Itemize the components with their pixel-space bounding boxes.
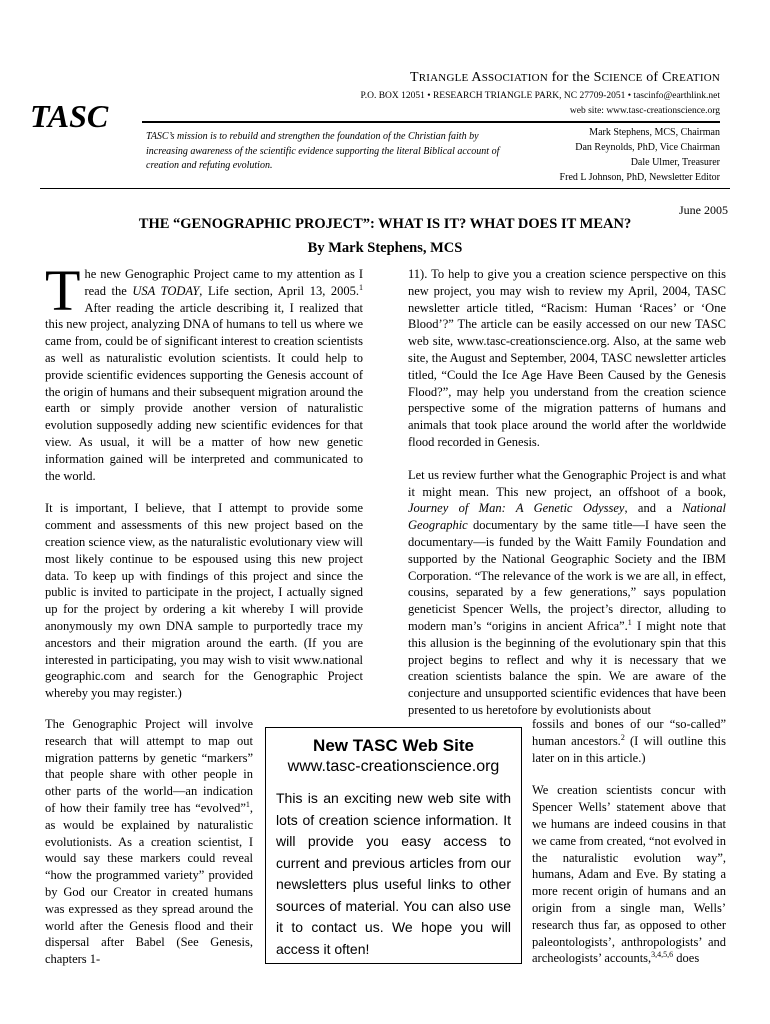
officer-vice-chairman: Dan Reynolds, PhD, Vice Chairman bbox=[575, 142, 720, 153]
issue-date: June 2005 bbox=[679, 203, 728, 217]
officer-treasurer: Dale Ulmer, Treasurer bbox=[630, 157, 720, 168]
org-name: TRIANGLE ASSOCIATION for the SCIENCE of CREATION bbox=[410, 70, 720, 85]
paragraph-5-cont: fossils and bones of our “so-called” human ancestors.$^2$ (I will outline this later on in this article.) bbox=[532, 717, 726, 765]
left-column bbox=[45, 258, 364, 718]
paragraph-6: We creation scientists concur with Spencer Wells’ statement above that we humans are indeed cousins in that we came from created, “not evolved in the naturalistic evolution way”, humans, Adam and Eve. By stating a more recent origin of humans and an origin from a single man, Wells’ research thus far, as opposed to other paleontologists’, anthropologists’ and archeologists’ accounts,$^{3,4,5,6}$ does bbox=[532, 783, 727, 966]
officer-chairman: Mark Stephens, MCS, Chairman bbox=[589, 127, 720, 138]
officer-editor: Fred L Johnson, PhD, Newsletter Editor bbox=[559, 172, 720, 183]
paragraph-1: The new Genographic Project came to my attention as I read the USA TODAY, Life section, April 13, 2005.$^1$ After reading the article describing it, I realized that this new project, analyzing DNA of humans to tell us where we came from, could be of significant interest to creation scientists as well as naturalistic evolution scientists. It could help to provide scientific evidences supporting the Genesis account of the origin of humans and their subsequent migration around the earth or simply provide another version of naturalistic evolution supposedly adding new scientific evidences for that view. As usual, it will be a matter of how new genetic information gained will be interpreted and communicated to the world. bbox=[45, 258, 364, 483]
mission-statement: TASC’s mission is to rebuild and strengthen the foundation of the Christian faith by increasing awareness of the scientific evidence supporting the literal Biblical account of creation and refuting evolution. bbox=[146, 131, 500, 171]
org-website: web site: www.tasc-creationscience.org bbox=[569, 106, 720, 116]
paragraph-2: It is important, I believe, that I attempt to provide some comment and assessments of this new project based on the creation science view, as the naturalistic evolutionary view will most likely continue to be espoused using this new project data. To keep up with findings of this project and since the public is invited to participate in the project, I actually signed up for the project by ordering a kit whereby I will provide anonymously my own DNA sample to purportedly trace my ancestors and their migration around the earth. (If you are interested in participating, you may wish to visit www.national geographic.com and search for the Genographic Project whereby you may register.) bbox=[45, 501, 363, 701]
header-bottom-rule bbox=[40, 188, 730, 189]
tasc-logo: TASC bbox=[30, 98, 109, 134]
org-address: P.O. BOX 12051 • RESEARCH TRIANGLE PARK, NC 27709-2051 • tascinfo@earthlink.net bbox=[360, 91, 720, 101]
header-rule bbox=[142, 121, 720, 123]
officers-list bbox=[560, 125, 720, 185]
article-byline: By Mark Stephens, MCS bbox=[307, 240, 463, 256]
drop-cap: T bbox=[45, 258, 81, 323]
left-column-bottom bbox=[45, 716, 253, 984]
callout-body: This is an exciting new web site with lots of creation science information. It will provide you easy access to current and previous articles from our newsletters plus useful links to other sources of material. You can also use it to contact us. We hope you will access it often! bbox=[276, 790, 511, 957]
article-headline: THE “GENOGRAPHIC PROJECT”: WHAT IS IT? WHAT DOES IT MEAN? bbox=[138, 216, 632, 232]
paragraph-5: Let us review further what the Genographic Project is and what it might mean. This new project, an offshoot of a book, Journey of Man: A Genetic Odyssey, and a National Geographic documentary by the same title—I have seen the documentary—is funded by the Waitt Family Foundation and supported by the National Geographic Society and the IBM Corporation. “The relevance of the work is we are all, in effect, cousins, separated by a few generations,” says population geneticist Spencer Wells, the project’s director, alluding to modern man’s “origins in ancient Africa”.$^1$ I might note that this allusion is the beginning of the evolutionary spin that this project begins to reflect and why it is necessary that we creation scientists balance the spin. We are aware of the conjecture and unsupported scientific evidences that have been presented to us heretofore by evolutionists about bbox=[408, 467, 726, 717]
callout-title: New TASC Web Site bbox=[313, 736, 474, 755]
callout-url[interactable]: www.tasc-creationscience.org bbox=[287, 758, 500, 775]
right-column bbox=[408, 266, 726, 719]
paragraph-3: The Genographic Project will involve research that will attempt to map out migration patterns by genetic “markers” that people share with other people in other parts of the world—an indication of how their family tree has “evolved”$^1$, as would be explained by naturalistic evolutionists. As a creation scientist, I would say these markers could reveal “how the programmed variety” provided by God our Creator in created humans was expressed as they spread around the world after the Genesis flood and their dispersal after Babel (See Genesis, chapters 1- bbox=[45, 717, 253, 967]
website-callout-box bbox=[265, 727, 522, 964]
right-column-bottom bbox=[532, 716, 726, 983]
paragraph-4: 11). To help to give you a creation science perspective on this new project, you may wish to review my April, 2004, TASC newsletter article titled, “Racism: Human ‘Races’ or ‘One Blood’?” The article can be easily accessed on our new TASC web site, www.tasc-creationscience.org. Also, at the same web site, the August and September, 2004, TASC newsletter articles titled, “Could the Ice Age Have Been Caused by the Genesis Flood?”, may help you understand from the creation science perspective some of the migration patterns of humans and animals that took place around the world after the worldwide flood recorded in Genesis. bbox=[408, 267, 726, 449]
